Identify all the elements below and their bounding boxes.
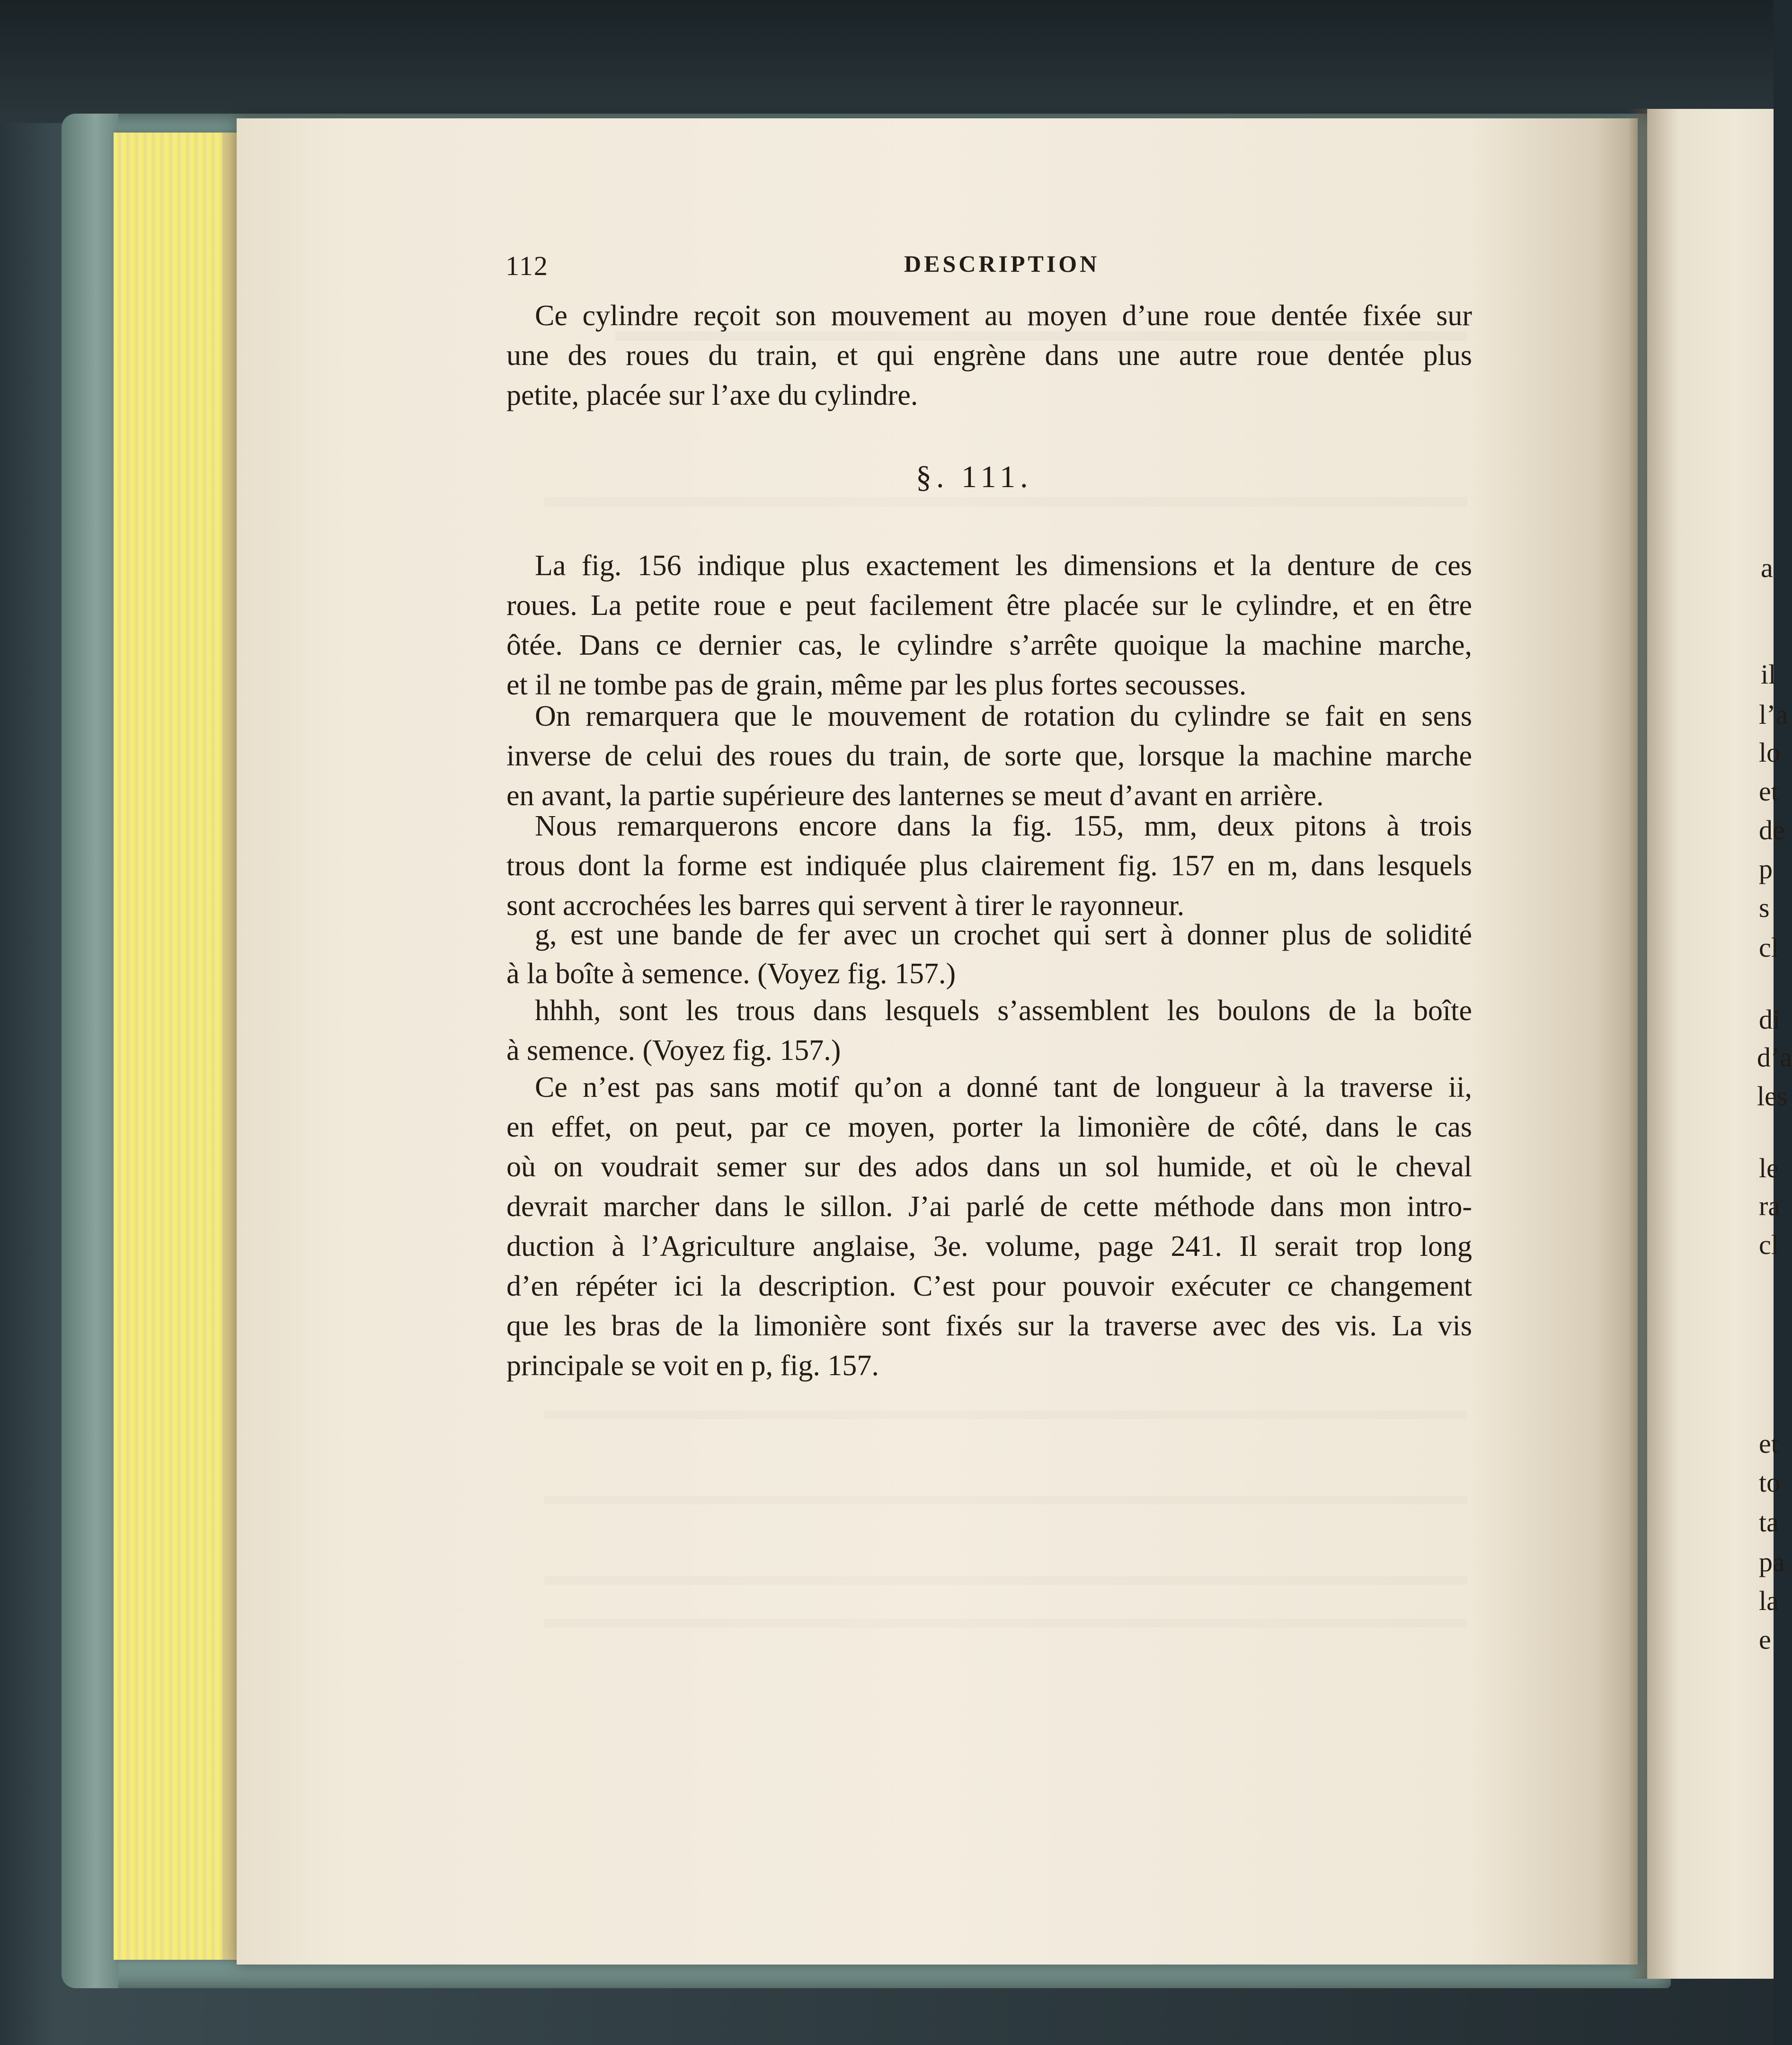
section-heading: §. 111.	[916, 460, 1033, 494]
page-number: 112	[506, 250, 549, 281]
right-page-fragment: le	[1759, 1153, 1779, 1183]
right-page-fragment: il	[1761, 659, 1776, 690]
right-page-fragment: cl	[1759, 1229, 1779, 1260]
text-line: On remarquera que le mouvement de rotation du cylindre se fait en sens	[535, 700, 1472, 732]
right-page-fragment: a	[1761, 552, 1773, 583]
right-page-fragment: les	[1757, 1081, 1788, 1111]
text-line: une des roues du train, et qui engrène dans une autre roue dentée plus	[506, 339, 1472, 372]
bleed-through	[544, 1619, 1467, 1627]
text-line: d’en répéter ici la description. C’est pour pouvoir exécuter ce changement	[506, 1270, 1472, 1302]
right-page-fragment: et	[1759, 1428, 1779, 1459]
text-line: que les bras de la limonière sont fixés sur la traverse avec des vis. La vis	[506, 1310, 1472, 1342]
text-line: à la boîte à semence. (Voyez fig. 157.)	[506, 958, 956, 990]
right-page-fragment: lo	[1759, 737, 1781, 768]
right-page-fragment: d’a	[1757, 1042, 1792, 1073]
text-line: Ce cylindre reçoit son mouvement au moyen d’une roue dentée fixée sur	[535, 300, 1472, 332]
right-page-fragment: ta	[1759, 1507, 1779, 1538]
text-line: petite, placée sur l’axe du cylindre.	[506, 379, 918, 411]
right-page-fragment: to	[1759, 1467, 1781, 1498]
right-page-fragment: ra	[1759, 1191, 1781, 1221]
text-line: roues. La petite roue e peut facilement être placée sur le cylindre, et en être	[506, 589, 1472, 622]
text-line: principale se voit en p, fig. 157.	[506, 1350, 879, 1382]
right-page-fragment: pa	[1759, 1547, 1785, 1577]
bleed-through	[544, 497, 1467, 507]
text-line: à semence. (Voyez fig. 157.)	[506, 1034, 841, 1067]
right-page-fragment: e	[1759, 1624, 1771, 1655]
text-line: en effet, on peut, par ce moyen, porter la limonière de côté, dans le cas	[506, 1111, 1472, 1143]
right-page-fragment: cl	[1759, 932, 1779, 963]
right-page-fragment: p	[1759, 854, 1773, 884]
text-line: Nous remarquerons encore dans la fig. 155, mm, deux pitons à trois	[535, 810, 1472, 842]
bleed-through	[544, 1576, 1467, 1585]
right-page-fragment: et	[1759, 776, 1779, 807]
text-line: La fig. 156 indique plus exactement les dimensions et la denture de ces	[535, 550, 1472, 582]
right-page-edge	[1647, 109, 1774, 1979]
right-page-fragment: la	[1759, 1585, 1779, 1616]
right-page-fragment: de	[1759, 815, 1785, 845]
text-line: trous dont la forme est indiquée plus clairement fig. 157 en m, dans lesquels	[506, 850, 1472, 882]
text-line: hhhh, sont les trous dans lesquels s’assemblent les boulons de la boîte	[535, 995, 1472, 1027]
text-line: g, est une bande de fer avec un crochet qui sert à donner plus de solidité	[535, 919, 1472, 951]
text-line: sont accrochées les barres qui servent à tirer le rayonneur.	[506, 889, 1185, 922]
right-page-fragment: s	[1759, 892, 1770, 923]
text-line: où on voudrait semer sur des ados dans un sol humide, et où le cheval	[506, 1151, 1472, 1183]
text-line: inverse de celui des roues du train, de sorte que, lorsque la machine marche	[506, 740, 1472, 772]
cover-edge	[62, 114, 118, 1988]
text-line: devrait marcher dans le sillon. J’ai parlé de cette méthode dans mon intro-	[506, 1191, 1472, 1223]
right-page-fragment: di	[1759, 1004, 1781, 1035]
bleed-through	[544, 1496, 1467, 1504]
text-line: et il ne tombe pas de grain, même par les plus fortes secousses.	[506, 669, 1247, 701]
text-line: duction à l’Agriculture anglaise, 3e. volume, page 241. Il serait trop long	[506, 1230, 1472, 1263]
right-page-fragment: l’a	[1759, 699, 1788, 730]
background	[0, 0, 1774, 123]
text-line: en avant, la partie supérieure des lanternes se meut d’avant en arrière.	[506, 780, 1324, 812]
text-line: Ce n’est pas sans motif qu’on a donné tant de longueur à la traverse ii,	[535, 1071, 1472, 1103]
running-head: DESCRIPTION	[904, 250, 1100, 277]
bleed-through	[544, 1411, 1467, 1419]
text-line: ôtée. Dans ce dernier cas, le cylindre s’arrête quoique la machine marche,	[506, 629, 1472, 661]
